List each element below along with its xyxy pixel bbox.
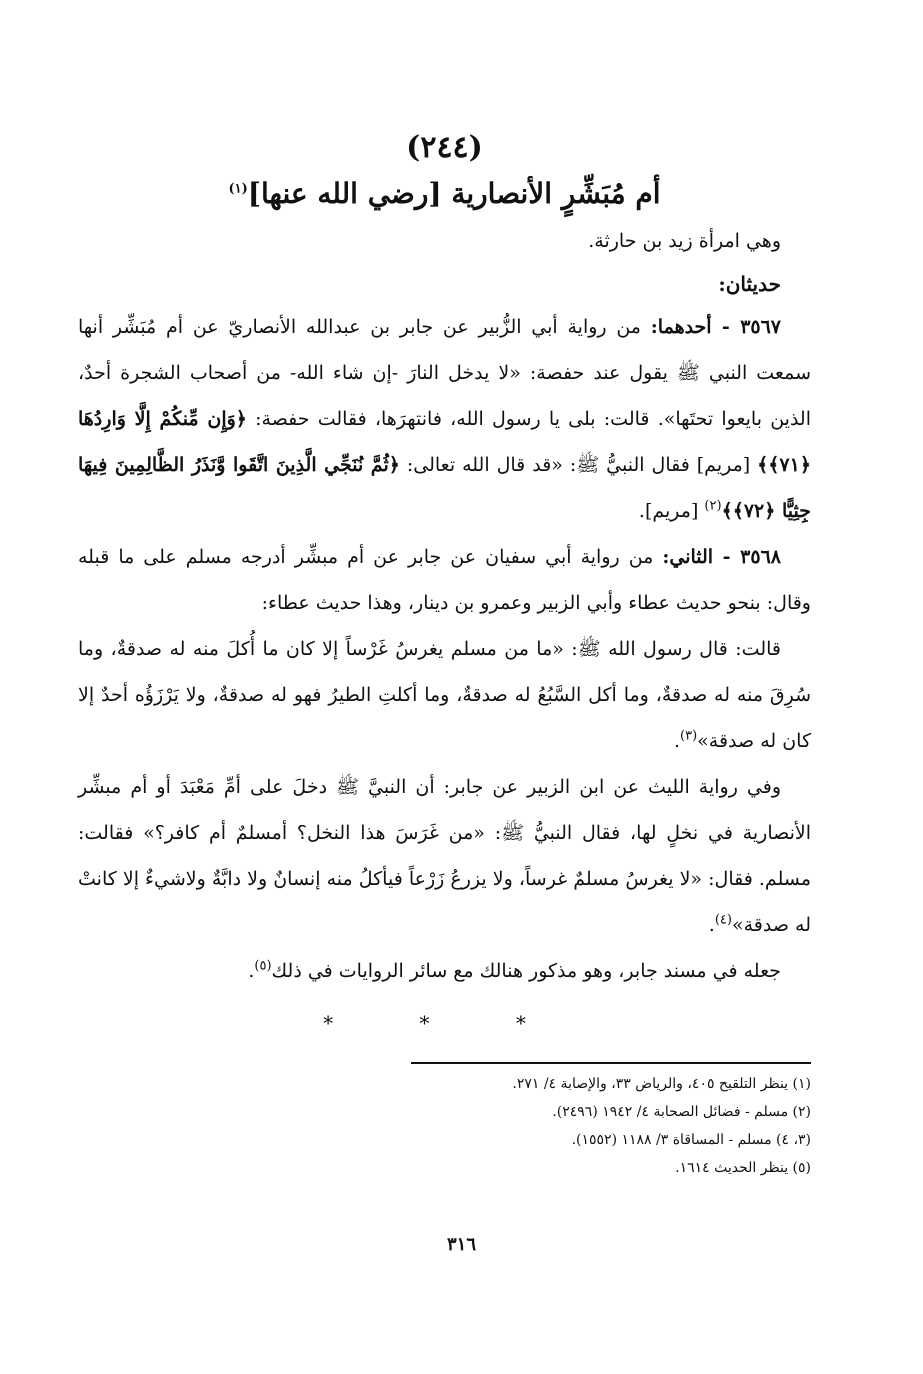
paragraph-end: . — [248, 960, 255, 982]
footnote-ref: (٤) — [714, 912, 732, 928]
hadith-text: [مريم] فقال النبيُّ ﷺ: «قد قال الله تعالى: — [399, 454, 758, 476]
footnote-ref: (٢) — [704, 498, 722, 514]
hadith-text: من رواية أبي الزُّبير عن جابر بن عبدالله الأنصاريّ عن أم مُبَشِّر أنها سمعت النبي ﷺ يقول عند حفصة: «لا يدخل النارَ -إن شاء الله- من أصحاب الشجرة أحدٌ، الذين بايعوا تحتَها». قالت: بلى يا رسول الله، فانتهرَها، فقالت حفصة: — [78, 316, 811, 430]
hadith-3567 — [78, 304, 811, 534]
chapter-title-text: أم مُبَشِّرٍ الأنصارية [رضي الله عنها] — [247, 177, 661, 210]
footnote: (٢) مسلم - فضائل الصحابة ٤/ ١٩٤٢ (٢٤٩٦). — [552, 1104, 811, 1120]
footnote: (٥) ينظر الحديث ١٦١٤. — [675, 1160, 811, 1176]
paragraph-end: . — [708, 914, 715, 936]
footnote-ref: (٥) — [254, 958, 272, 974]
footnote-ref: (٣) — [680, 728, 698, 744]
paragraph-text: قالت: قال رسول الله ﷺ: «ما من مسلم يغرسُ غَرْساً إلا كان ما أُكلَ منه له صدقةٌ، وما سُرِقَ منه له صدقةٌ، وما أكل السَّبُعُ له صدقةٌ، وما أكلتِ الطيرُ فهو له صدقةٌ، ولا يَرْزَؤُه أحدٌ إلا كان له صدقة» — [78, 638, 811, 752]
paragraph-text: جعله في مسند جابر، وهو مذكور هنالك مع سائر الروايات في ذلك — [271, 960, 781, 982]
paragraph-end: . — [673, 730, 681, 752]
subheading: حديثان: — [718, 272, 781, 296]
quran-verse: ﴿ثُمَّ نُنَجِّي الَّذِينَ اتَّقَوا وَّنَذَرُ الظَّالِمِينَ فِيهَا جِثِيًّا ﴿٧٢﴾﴾ — [78, 454, 811, 522]
footnote: (١) ينظر التلقيح ٤٠٥، والرياض ٣٣، والإصابة ٤/ ٢٧١. — [512, 1076, 811, 1092]
hadith-text: من رواية أبي سفيان عن جابر عن أم مبشِّر أدرجه مسلم على ما قبله وقال: بنحو حديث عطاء وأبي الزبير وعمرو بن دينار، وهذا حديث عطاء: — [78, 546, 811, 614]
section-separator: * * * — [323, 1011, 566, 1035]
hadith-number: ٣٥٦٧ - أحدهما: — [650, 316, 782, 338]
footnote-ref: (١) — [228, 181, 248, 197]
page-number: ٣١٦ — [446, 1234, 476, 1255]
hadith-number: ٣٥٦٨ - الثاني: — [662, 546, 781, 568]
footnotes — [411, 1062, 811, 1182]
chapter-number: (٢٤٤) — [406, 130, 483, 165]
paragraph-layth — [78, 764, 811, 948]
hadith-3568 — [78, 534, 811, 626]
chapter-title — [78, 174, 811, 214]
paragraph-closing — [78, 948, 811, 994]
hadith-text: [مريم]. — [638, 500, 705, 522]
paragraph-qalat — [78, 626, 811, 764]
footnote: (٣، ٤) مسلم - المساقاة ٣/ ١١٨٨ (١٥٥٢). — [571, 1132, 811, 1148]
paragraph-text: وفي رواية الليث عن ابن الزبير عن جابر: أن النبيَّ ﷺ دخلَ على أمِّ مَعْبَدَ أو أم مبشِّر الأنصارية في نخلٍ لها، فقال النبيُّ ﷺ: «من غَرَسَ هذا النخل؟ أمسلمٌ أم كافر؟» فقالت: مسلم. فقال: «لا يغرسُ مسلمٌ غرساً، ولا يزرعُ زَرْعاً فيأكلُ منه إنسانٌ ولا دابَّةٌ ولاشيءٌ إلا كانتْ له صدقة» — [78, 776, 811, 936]
quran-verse: ﴿وَإِن مِّنكُمْ إِلَّا وَارِدُهَا ﴿٧١﴾﴾ — [78, 408, 811, 476]
intro-line: وهي امرأة زيد بن حارثة. — [588, 230, 781, 252]
